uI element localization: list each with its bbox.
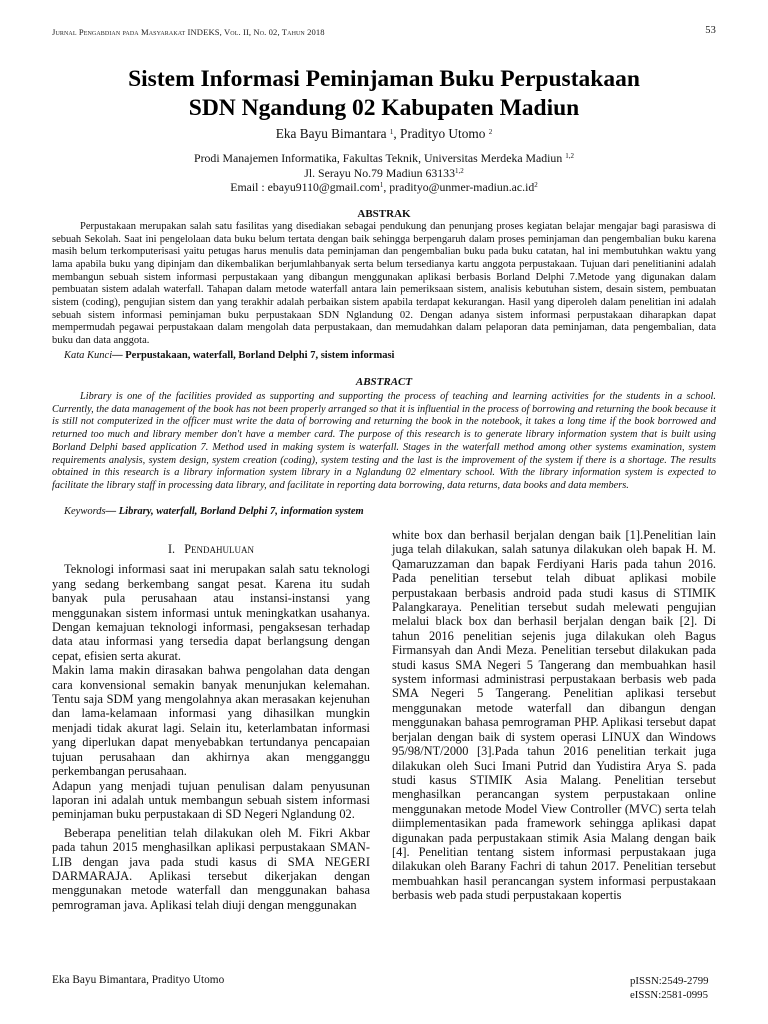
paper-title	[52, 65, 716, 123]
paragraph: white box dan berhasil berjalan dengan baik [1].Penelitian lain juga telah dilakukan, salah satunya dilakukan oleh bapak H. M. Qamaruzzaman dan bapak Ferdiyani Haris pada tahun 2016. Pada penelitian tersebut telah dibuat aplikasi mobile perpustakaan berbasis android pada studi kasus di STIMIK Palangkaraya. Penelitian tersebut sudah melewati pengujian melalui black box dan berhasil berjalan dengan baik [2]. Di tahun 2016 penelitian sejenis juga dilakukan oleh Bagus Firmansyah dan Andi Meza. Penelitian tersebut dilakukan pada studi kasus SMA Negeri 5 Tangerang dan membuahkan hasil system informasi administrasi perpustakaan berbasis web pada SMA Negeri 5 Tangerang. Penelitian aplikasi tersebut menggunakan metode waterfall dan dibangun dengan menggunakan bahasa pemrograman PHP. Aplikasi tersebut dapat berjalan dengan baik di system operasi LINUX dan Windows 95/98/NT/2000 [3].Pada tahun 2016 penelitian terkait juga dilakukan oleh Suci Imani Putrid dan Yudistira Arya S. pada studi kasus STIMIK Asia Malang. Penelitian tersebut menghasilkan perancangan system perpustakaan online menggunakan metode Model View Controller (MVC) serta telah diimplementasikan pada framework sehingga aplikasi dapat digunakan pada perpustakaan stimik Asia Malang dengan baik [4]. Penelitian tentang sistem informasi perpustakaan juga dilakukan oleh Barany Fachri di tahun 2017. Penelitian tersebut membuahkan hasil perancangan system informasi perpustakaan berbasis web pada studi perpustakaan kopertis	[392, 528, 716, 903]
affiliation-line-1	[52, 151, 716, 165]
footer-authors: Eka Bayu Bimantara, Pradityo Utomo	[52, 974, 225, 986]
affiliation-line-2	[52, 166, 716, 180]
author-2: Pradityo Utomo	[400, 126, 486, 141]
eissn: eISSN:2581-0995	[630, 989, 708, 1001]
affiliation-text: Prodi Manajemen Informatika, Fakultas Teknik, Universitas Merdeka Madiun	[194, 151, 563, 165]
title-line-1: Sistem Informasi Peminjaman Buku Perpustakaan	[128, 66, 640, 92]
email-2[interactable]: , pradityo@unmer-madiun.ac.id	[383, 180, 535, 194]
keywords-label: Keywords	[64, 506, 106, 517]
section-title: Pendahuluan	[184, 542, 255, 556]
abstract-body: Library is one of the facilities provided as supporting and supporting the process of teaching and learning activities for the students in a school. Currently, the data management of the book has not been properly arranged so that it is influential in the process of borrowing and returning the book because it is still not computerized in the officer must write the data of borrowing and returning the book in the notebook, it takes a long time if the book borrowed and returned too much and library member don't have a member card. The purpose of this research is to generate library information system that is built using Borland Delphi based application 7. Method used in making system is waterfall. Stages in the waterfall method among other systems examination, system requirements analysis, system design, system creation (coding), system testing and the last is the improvement of the system if there is a shortage. The results obtained in this research is a library information system library in a Nglandung 02 elmentary school. With the library information system is expected to facilitate the library staff in processing data library, and facilitate in reporting data borrowing, data returns, data books and data members.	[52, 391, 716, 491]
author-2-sup: 2	[488, 128, 493, 136]
author-separator: ,	[393, 126, 401, 141]
abstrak-body: Perpustakaan merupakan salah satu fasilitas yang disediakan sebagai pendukung dan penunjang proses kegiatan belajar mengajar bagi parasiswa di sebuah Sekolah. Saat ini pengelolaan data buku belum tertata dengan baik sehingga berpengaruh dalam proses peminjaman dan pengembalian buku karena masih belum terkomputerisasi yaitu petugas harus menulis data peminjaman dan pengembalian buku pada buku catatan, hal ini membutuhkan waktu yang lama apabila buku yang dipinjam dan dikembalikan berjumlahbanyak serta belum tersedianya kartu anggota perpustakaan. Tujuan dari penelitianini adalah membangun sebuah sistem informasi perpustakaan yang dibangun menggunakan aplikasi berbasis Borland Delphi 7.Metode yang digunakan dalam pembuatan sistem adalah waterfall. Tahapan dalam metode waterfall antara lain pemeriksaan sistem, analisis kebutuhan sistem, desain sistem, pembuatan sistem (coding), pengujian sistem dan yang terakhir adalah perbaikan sistem apabila terdapat kekurangan. Hasil yang diperoleh dalam penelitian ini adalah sebuah sistem informasi peminjaman buku perpustakaan SDN Nglandung 02. Dengan adanya sistem informasi perpustakaan diharapkan dapat mempermudah pegawai perpustakaan dalam mengolah data perpustakaan, dan memudahkan dalam pelaporan data peminjaman, data pengembalian, data buku dan data anggota.	[52, 221, 716, 346]
author-list	[52, 126, 716, 142]
page-number: 53	[705, 25, 716, 36]
keywords	[52, 505, 728, 518]
email-2-sup: 2	[534, 181, 538, 189]
right-column	[392, 528, 716, 903]
footer-issn	[630, 974, 716, 1002]
paragraph: Adapun yang menjadi tujuan penulisan dalam penyusunan laporan ini adalah untuk membangun sebuah sistem informasi peminjaman buku perpustakaan di SD Negeri Nglandung 02.	[52, 778, 370, 822]
address-text: Jl. Serayu No.79 Madiun 63133	[304, 166, 455, 180]
journal-name: Jurnal Pengabdian pada Masyarakat INDEKS, Vol. II, No. 02, Tahun 2018	[52, 27, 325, 37]
kata-kunci-text: — Perpustakaan, waterfall, Borland Delphi 7, sistem informasi	[112, 350, 395, 361]
section-number: I.	[167, 542, 176, 556]
section-heading	[52, 542, 370, 556]
affiliation-sup: 1,2	[565, 152, 574, 160]
pissn: pISSN:2549-2799	[630, 975, 709, 987]
email-1-sup: 1	[379, 181, 384, 189]
author-1: Eka Bayu Bimantara	[275, 126, 387, 141]
email-line	[52, 180, 716, 194]
email-1[interactable]: Email : ebayu9110@gmail.com	[230, 180, 380, 194]
paragraph: Teknologi informasi saat ini merupakan salah satu teknologi yang sedang berkembang sangat pesat. Karena itu sudah banyak pula perusahaan atau instansi-instansi yang menggunakan sistem informasi untuk meningkatkan usahanya. Dengan kemajuan teknologi informasi, pengaksesan terhadap data atau informasi yang tersedia dapat berlangsung dengan cepat, efisien serta akurat.	[52, 562, 370, 663]
abstrak-heading: ABSTRAK	[357, 208, 411, 220]
paragraph: Makin lama makin dirasakan bahwa pengolahan data dengan cara konvensional semakin banyak menunjukan kelemahan. Tentu saja SDM yang mengolahnya akan merasakan kejenuhan dan lama-kelamaan informasi yang dihasilkan mungkin menjadi tidak akurat lagi. Selain itu, keterlambatan informasi yang diperlukan dapat menyebabkan tertundanya pencapaian tujuan perusahaan dan akhirnya akan mengganggu perkembangan perusahaan.	[52, 663, 370, 779]
kata-kunci	[52, 349, 728, 362]
kata-kunci-label: Kata Kunci	[64, 350, 113, 361]
author-1-sup: 1	[389, 128, 394, 136]
left-column	[52, 528, 370, 912]
abstract-heading: ABSTRACT	[355, 376, 413, 388]
address-sup: 1,2	[454, 167, 464, 175]
paragraph: Beberapa penelitian telah dilakukan oleh M. Fikri Akbar pada tahun 2015 menghasilkan aplikasi perpustakaan SMAN-LIB dengan java pada studi kasus di SMA NEGERI DARMARAJA. Aplikasi tersebut dikerjakan dengan menggunakan metode waterfall dan menggunakan bahasa pemrograman java. Aplikasi telah diuji dengan menggunakan	[52, 825, 370, 912]
running-head	[52, 27, 716, 37]
title-line-2: SDN Ngandung 02 Kabupaten Madiun	[188, 95, 580, 121]
keywords-text: — Library, waterfall, Borland Delphi 7, information system	[105, 506, 364, 517]
